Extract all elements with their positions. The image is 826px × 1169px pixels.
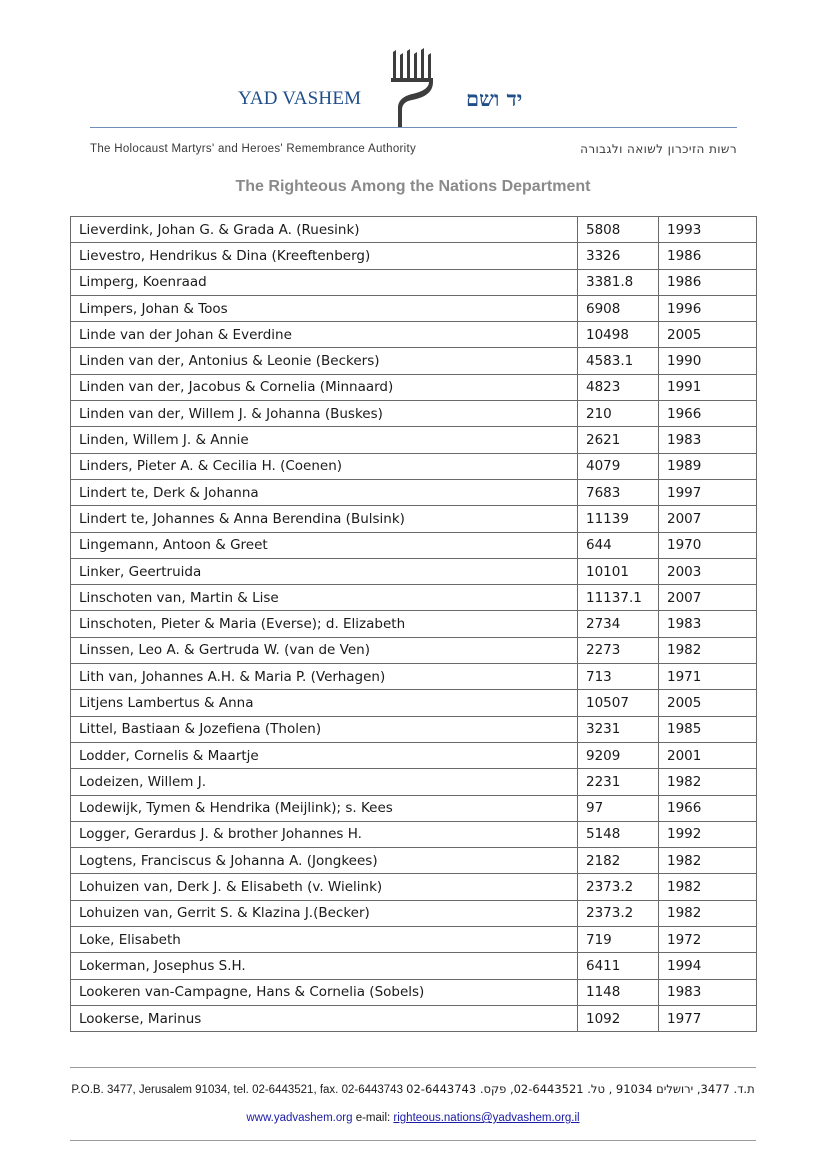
file-number-cell: 9209 <box>578 742 659 768</box>
name-cell: Limpers, Johan & Toos <box>71 295 578 321</box>
table-row <box>71 558 757 584</box>
file-number-cell: 6411 <box>578 953 659 979</box>
year-cell: 1992 <box>659 821 757 847</box>
year-cell: 1986 <box>659 269 757 295</box>
table-row <box>71 769 757 795</box>
authority-line <box>90 143 737 159</box>
org-name-he: יד ושם <box>466 86 523 111</box>
address-he: ת.ד. 3477, ירושלים 91034 , טל. 02-6443521, פקס. 02-6443743 <box>406 1082 755 1096</box>
name-cell: Logger, Gerardus J. & brother Johannes H. <box>71 821 578 847</box>
table-row <box>71 532 757 558</box>
name-cell: Lokerman, Josephus S.H. <box>71 953 578 979</box>
table-row <box>71 1005 757 1031</box>
file-number-cell: 1092 <box>578 1005 659 1031</box>
footer-address <box>0 1082 826 1096</box>
name-cell: Lohuizen van, Gerrit S. & Klazina J.(Becker) <box>71 900 578 926</box>
year-cell: 1983 <box>659 611 757 637</box>
file-number-cell: 10498 <box>578 322 659 348</box>
org-name-en: YAD VASHEM <box>238 88 362 109</box>
file-number-cell: 2734 <box>578 611 659 637</box>
table-row <box>71 716 757 742</box>
footer-divider-bottom <box>70 1140 756 1141</box>
website-link[interactable]: www.yadvashem.org <box>246 1112 353 1124</box>
name-cell: Lodewijk, Tymen & Hendrika (Meijlink); s. Kees <box>71 795 578 821</box>
name-cell: Linden, Willem J. & Annie <box>71 427 578 453</box>
name-cell: Littel, Bastiaan & Jozefiena (Tholen) <box>71 716 578 742</box>
table-row <box>71 374 757 400</box>
name-cell: Limperg, Koenraad <box>71 269 578 295</box>
year-cell: 1971 <box>659 664 757 690</box>
year-cell: 2005 <box>659 690 757 716</box>
name-cell: Litjens Lambertus & Anna <box>71 690 578 716</box>
year-cell: 1983 <box>659 979 757 1005</box>
name-cell: Lingemann, Antoon & Greet <box>71 532 578 558</box>
year-cell: 1982 <box>659 900 757 926</box>
name-cell: Linders, Pieter A. & Cecilia H. (Coenen) <box>71 453 578 479</box>
righteous-list-table <box>70 216 757 1032</box>
letterhead <box>0 0 826 200</box>
file-number-cell: 3231 <box>578 716 659 742</box>
table-row <box>71 742 757 768</box>
table-row <box>71 401 757 427</box>
file-number-cell: 4583.1 <box>578 348 659 374</box>
email-link[interactable]: righteous.nations@yadvashem.org.il <box>393 1112 580 1124</box>
year-cell: 2003 <box>659 558 757 584</box>
file-number-cell: 713 <box>578 664 659 690</box>
year-cell: 1983 <box>659 427 757 453</box>
file-number-cell: 3381.8 <box>578 269 659 295</box>
year-cell: 1982 <box>659 637 757 663</box>
name-cell: Lindert te, Derk & Johanna <box>71 479 578 505</box>
year-cell: 1966 <box>659 795 757 821</box>
year-cell: 1993 <box>659 217 757 243</box>
file-number-cell: 2182 <box>578 848 659 874</box>
name-cell: Lodder, Cornelis & Maartje <box>71 742 578 768</box>
file-number-cell: 7683 <box>578 479 659 505</box>
table-row <box>71 453 757 479</box>
email-label: e-mail: <box>355 1112 391 1124</box>
table-row <box>71 979 757 1005</box>
year-cell: 1982 <box>659 769 757 795</box>
year-cell: 1972 <box>659 927 757 953</box>
table-row <box>71 611 757 637</box>
name-cell: Linker, Geertruida <box>71 558 578 584</box>
year-cell: 2007 <box>659 585 757 611</box>
year-cell: 1982 <box>659 848 757 874</box>
file-number-cell: 11137.1 <box>578 585 659 611</box>
year-cell: 1996 <box>659 295 757 321</box>
file-number-cell: 6908 <box>578 295 659 321</box>
menorah-emblem-icon <box>386 48 438 130</box>
header-divider <box>90 127 737 128</box>
table-row <box>71 243 757 269</box>
table-row <box>71 217 757 243</box>
table-row <box>71 269 757 295</box>
footer-divider-top <box>70 1067 756 1068</box>
table-row <box>71 322 757 348</box>
year-cell: 1977 <box>659 1005 757 1031</box>
file-number-cell: 210 <box>578 401 659 427</box>
table-row <box>71 953 757 979</box>
name-cell: Loke, Elisabeth <box>71 927 578 953</box>
footer-contact <box>0 1112 826 1124</box>
department-title: The Righteous Among the Nations Department <box>235 178 591 195</box>
file-number-cell: 2621 <box>578 427 659 453</box>
file-number-cell: 3326 <box>578 243 659 269</box>
name-cell: Linden van der, Jacobus & Cornelia (Minnaard) <box>71 374 578 400</box>
table-row <box>71 427 757 453</box>
table-row <box>71 874 757 900</box>
year-cell: 1997 <box>659 479 757 505</box>
file-number-cell: 11139 <box>578 506 659 532</box>
file-number-cell: 10507 <box>578 690 659 716</box>
table-row <box>71 848 757 874</box>
authority-name-en: The Holocaust Martyrs' and Heroes' Remembrance Authority <box>90 143 417 155</box>
file-number-cell: 2273 <box>578 637 659 663</box>
file-number-cell: 5148 <box>578 821 659 847</box>
name-cell: Lookerse, Marinus <box>71 1005 578 1031</box>
table-row <box>71 585 757 611</box>
authority-name-he: רשות הזיכרון לשואה ולגבורה <box>580 142 737 156</box>
year-cell: 2005 <box>659 322 757 348</box>
file-number-cell: 10101 <box>578 558 659 584</box>
table-row <box>71 927 757 953</box>
name-cell: Lookeren van-Campagne, Hans & Cornelia (Sobels) <box>71 979 578 1005</box>
file-number-cell: 5808 <box>578 217 659 243</box>
file-number-cell: 2373.2 <box>578 900 659 926</box>
table-row <box>71 506 757 532</box>
table-row <box>71 690 757 716</box>
table-row <box>71 821 757 847</box>
year-cell: 1994 <box>659 953 757 979</box>
file-number-cell: 97 <box>578 795 659 821</box>
file-number-cell: 4823 <box>578 374 659 400</box>
table-row <box>71 900 757 926</box>
year-cell: 1985 <box>659 716 757 742</box>
name-cell: Lievestro, Hendrikus & Dina (Kreeftenberg) <box>71 243 578 269</box>
name-cell: Linde van der Johan & Everdine <box>71 322 578 348</box>
year-cell: 1990 <box>659 348 757 374</box>
year-cell: 1986 <box>659 243 757 269</box>
file-number-cell: 4079 <box>578 453 659 479</box>
name-cell: Lohuizen van, Derk J. & Elisabeth (v. Wielink) <box>71 874 578 900</box>
year-cell: 1970 <box>659 532 757 558</box>
file-number-cell: 1148 <box>578 979 659 1005</box>
name-cell: Linden van der, Antonius & Leonie (Beckers) <box>71 348 578 374</box>
file-number-cell: 2231 <box>578 769 659 795</box>
file-number-cell: 719 <box>578 927 659 953</box>
name-cell: Lindert te, Johannes & Anna Berendina (Bulsink) <box>71 506 578 532</box>
file-number-cell: 2373.2 <box>578 874 659 900</box>
year-cell: 2007 <box>659 506 757 532</box>
table-row <box>71 664 757 690</box>
table-row <box>71 479 757 505</box>
table-row <box>71 637 757 663</box>
name-cell: Linschoten, Pieter & Maria (Everse); d. Elizabeth <box>71 611 578 637</box>
name-cell: Lieverdink, Johan G. & Grada A. (Ruesink) <box>71 217 578 243</box>
name-cell: Lodeizen, Willem J. <box>71 769 578 795</box>
name-cell: Logtens, Franciscus & Johanna A. (Jongkees) <box>71 848 578 874</box>
year-cell: 1991 <box>659 374 757 400</box>
year-cell: 2001 <box>659 742 757 768</box>
year-cell: 1982 <box>659 874 757 900</box>
name-cell: Linschoten van, Martin & Lise <box>71 585 578 611</box>
table-row <box>71 295 757 321</box>
file-number-cell: 644 <box>578 532 659 558</box>
table-row <box>71 348 757 374</box>
name-cell: Lith van, Johannes A.H. & Maria P. (Verhagen) <box>71 664 578 690</box>
address-en: P.O.B. 3477, Jerusalem 91034, tel. 02-6443521, fax. 02-6443743 <box>71 1084 403 1096</box>
name-cell: Linden van der, Willem J. & Johanna (Buskes) <box>71 401 578 427</box>
table-row <box>71 795 757 821</box>
year-cell: 1989 <box>659 453 757 479</box>
year-cell: 1966 <box>659 401 757 427</box>
name-cell: Linssen, Leo A. & Gertruda W. (van de Ven) <box>71 637 578 663</box>
